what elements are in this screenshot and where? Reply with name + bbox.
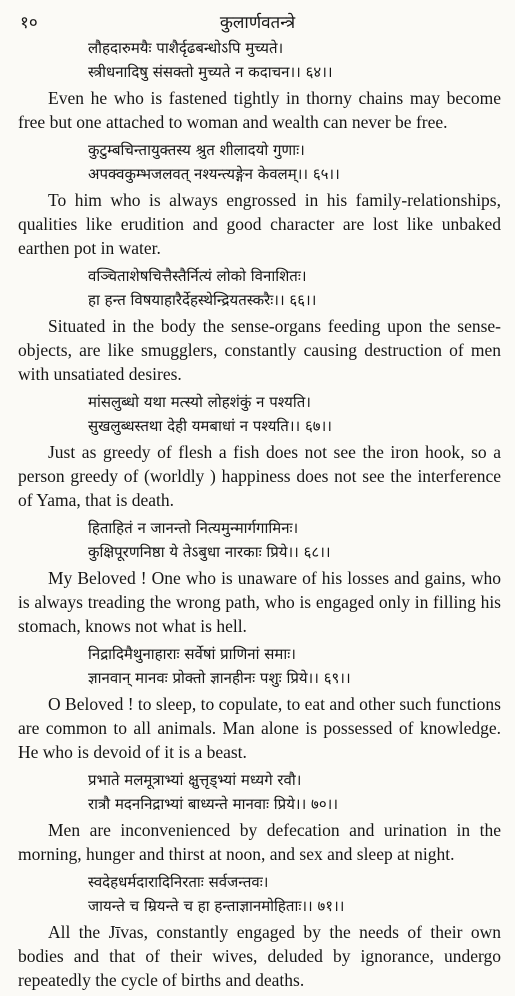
english-translation: Situated in the body the sense-organs feeding upon the sense-objects, are like smugglers, constantly causing destruction of men with unsatiated desires. [18,316,501,384]
sanskrit-verse-line: निद्रादिमैथुनाहाराः सर्वेषां प्राणिनां समाः। [88,645,296,663]
sanskrit-verse-line: वञ्चिताशेषचित्तैस्तैर्नित्यं लोको विनाशितः। [88,267,307,285]
running-title: कुलार्णवतन्त्रे [219,13,296,33]
page-number: १० [20,13,38,33]
english-translation: O Beloved ! to sleep, to copulate, to eat and other such functions are common to all animals. Man alone is possessed of knowledge. He who is devoid of it is a beast. [18,694,501,762]
page-body [18,36,501,996]
english-translation: My Beloved ! One who is unaware of his losses and gains, who is always treading the wrong path, who is engaged only in filling his stomach, knows not what is hell. [18,568,501,636]
sanskrit-verse-line: सुखलुब्धस्तथा देही यमबाधां न पश्यति।। ६७।। [88,417,332,435]
english-translation: Even he who is fastened tightly in thorny chains may become free but one attached to woman and wealth can never be free. [18,88,501,132]
sanskrit-verse-line: मांसलुब्धो यथा मत्स्यो लोहशंकुं न पश्यति। [88,393,311,411]
english-translation: All the Jīvas, constantly engaged by the needs of their own bodies and that of their wives, deluded by ignorance, undergo repeatedly the cycle of births and deaths. [18,922,501,990]
sanskrit-verse-line: ज्ञानवान् मानवः प्रोक्तो ज्ञानहीनः पशुः प्रिये।। ६९।। [88,669,351,687]
sanskrit-verse-line: स्त्रीधनादिषु संसक्तो मुच्यते न कदाचन।। ६४।। [88,63,333,81]
sanskrit-verse-line: रात्रौ मदननिद्राभ्यां बाध्यन्ते मानवाः प्रिये।। ७०।। [88,795,339,813]
sanskrit-verse-line: स्वदेहधर्मदारादिनिरताः सर्वजन्तवः। [88,873,269,891]
sanskrit-verse-line: कुटुम्बचिन्तायुक्तस्य श्रुत शीलादयो गुणाः। [88,141,305,159]
english-translation: Men are inconvenienced by defecation and urination in the morning, hunger and thirst at noon, and sex and sleep at night. [18,820,501,864]
sanskrit-verse-line: लौहदारुमयैः पाशैर्दृढबन्धोऽपि मुच्यते। [88,39,284,57]
english-translation: Just as greedy of flesh a fish does not see the iron hook, so a person greedy of (worldly ) happiness does not see the interference of Yama, that is death. [18,442,501,510]
page-header [16,8,499,34]
sanskrit-verse-line: कुक्षिपूरणनिष्ठा ये तेऽबुधा नारकाः प्रिये।। ६८।। [88,543,331,561]
sanskrit-verse-line: जायन्ते च म्रियन्ते च हा हन्ताज्ञानमोहिताः।। ७१।। [88,897,345,915]
english-translation: To him who is always engrossed in his family-relationships, qualities like erudition and good character are lost like unbaked earthen pot in water. [18,190,501,258]
sanskrit-verse-line: हिताहितं न जानन्तो नित्यमुन्मार्गगामिनः। [88,519,299,537]
sanskrit-verse-line: हा हन्त विषयाहारैर्देहस्थेन्द्रियतस्करैः।। ६६।। [88,291,317,309]
sanskrit-verse-line: अपक्वकुम्भजलवत् नश्यन्त्यङ्गेन केवलम्।। ६५।। [88,165,340,183]
sanskrit-verse-line: प्रभाते मलमूत्राभ्यां क्षुत्तृड्भ्यां मध्यगे रवौ। [88,771,302,789]
